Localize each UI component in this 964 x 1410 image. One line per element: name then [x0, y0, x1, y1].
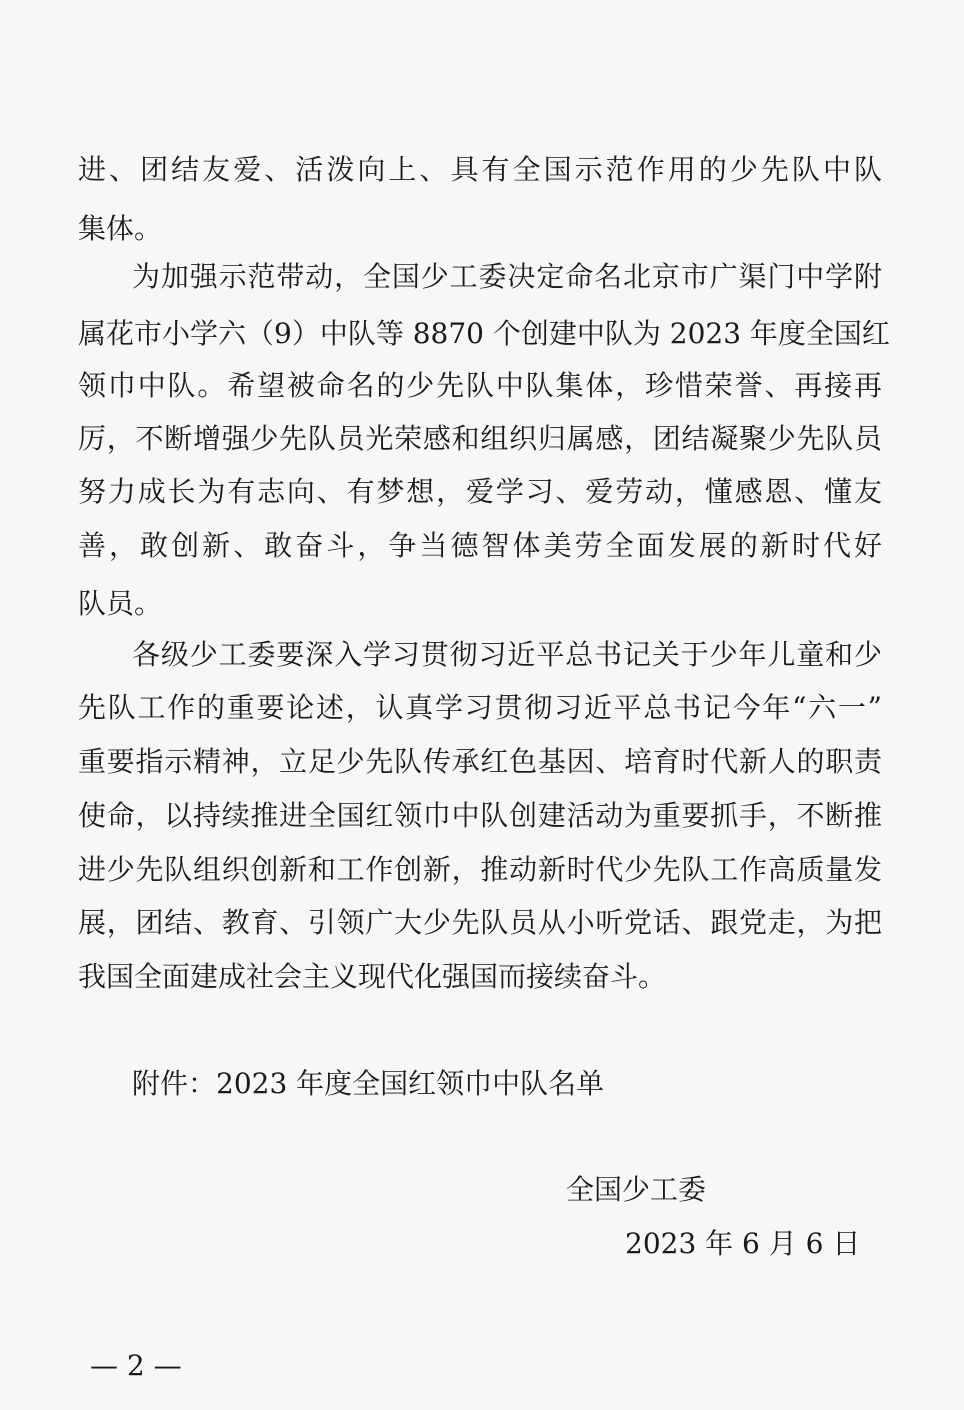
paragraph-3-line-2: 先队工作的重要论述，认真学习贯彻习近平总书记今年“六一”: [78, 691, 882, 724]
paragraph-2-line-4: 厉，不断增强少先队员光荣感和组织归属感，团结凝聚少先队员: [78, 422, 882, 455]
paragraph-2-line-3: 领巾中队。希望被命名的少先队中队集体，珍惜荣誉、再接再: [78, 369, 882, 402]
paragraph-2-line-1: 为加强示范带动，全国少工委决定命名北京市广渠门中学附: [132, 260, 882, 293]
paragraph-3-line-1: 各级少工委要深入学习贯彻习近平总书记关于少年儿童和少: [132, 638, 882, 671]
paragraph-1-line-2: 集体。: [78, 212, 163, 245]
attachment-note: 附件：2023 年度全国红领巾中队名单: [132, 1067, 605, 1100]
paragraph-3-line-6: 展，团结、教育、引领广大少先队员从小听党话、跟党走，为把: [78, 906, 882, 939]
signing-date: 2023 年 6 月 6 日: [625, 1227, 861, 1260]
signing-organization: 全国少工委: [566, 1173, 707, 1206]
paragraph-3-line-5: 进少先队组织创新和工作创新，推动新时代少先队工作高质量发: [78, 853, 882, 886]
paragraph-2-line-6: 善，敢创新、敢奋斗，争当德智体美劳全面发展的新时代好: [78, 529, 882, 562]
page-number: — 2 —: [90, 1349, 182, 1382]
paragraph-1-line-1: 进、团结友爱、活泼向上、具有全国示范作用的少先队中队: [78, 153, 882, 186]
paragraph-2-line-7: 队员。: [78, 587, 163, 620]
paragraph-3-line-7: 我国全面建成社会主义现代化强国而接续奋斗。: [78, 960, 667, 993]
paragraph-2-line-2: 属花市小学六（9）中队等 8870 个创建中队为 2023 年度全国红: [78, 317, 890, 350]
paragraph-3-line-3: 重要指示精神，立足少先队传承红色基因、培育时代新人的职责: [78, 745, 882, 778]
paragraph-3-line-4: 使命，以持续推进全国红领巾中队创建活动为重要抓手，不断推: [78, 799, 882, 832]
paragraph-2-line-5: 努力成长为有志向、有梦想，爱学习、爱劳动，懂感恩、懂友: [78, 475, 882, 508]
